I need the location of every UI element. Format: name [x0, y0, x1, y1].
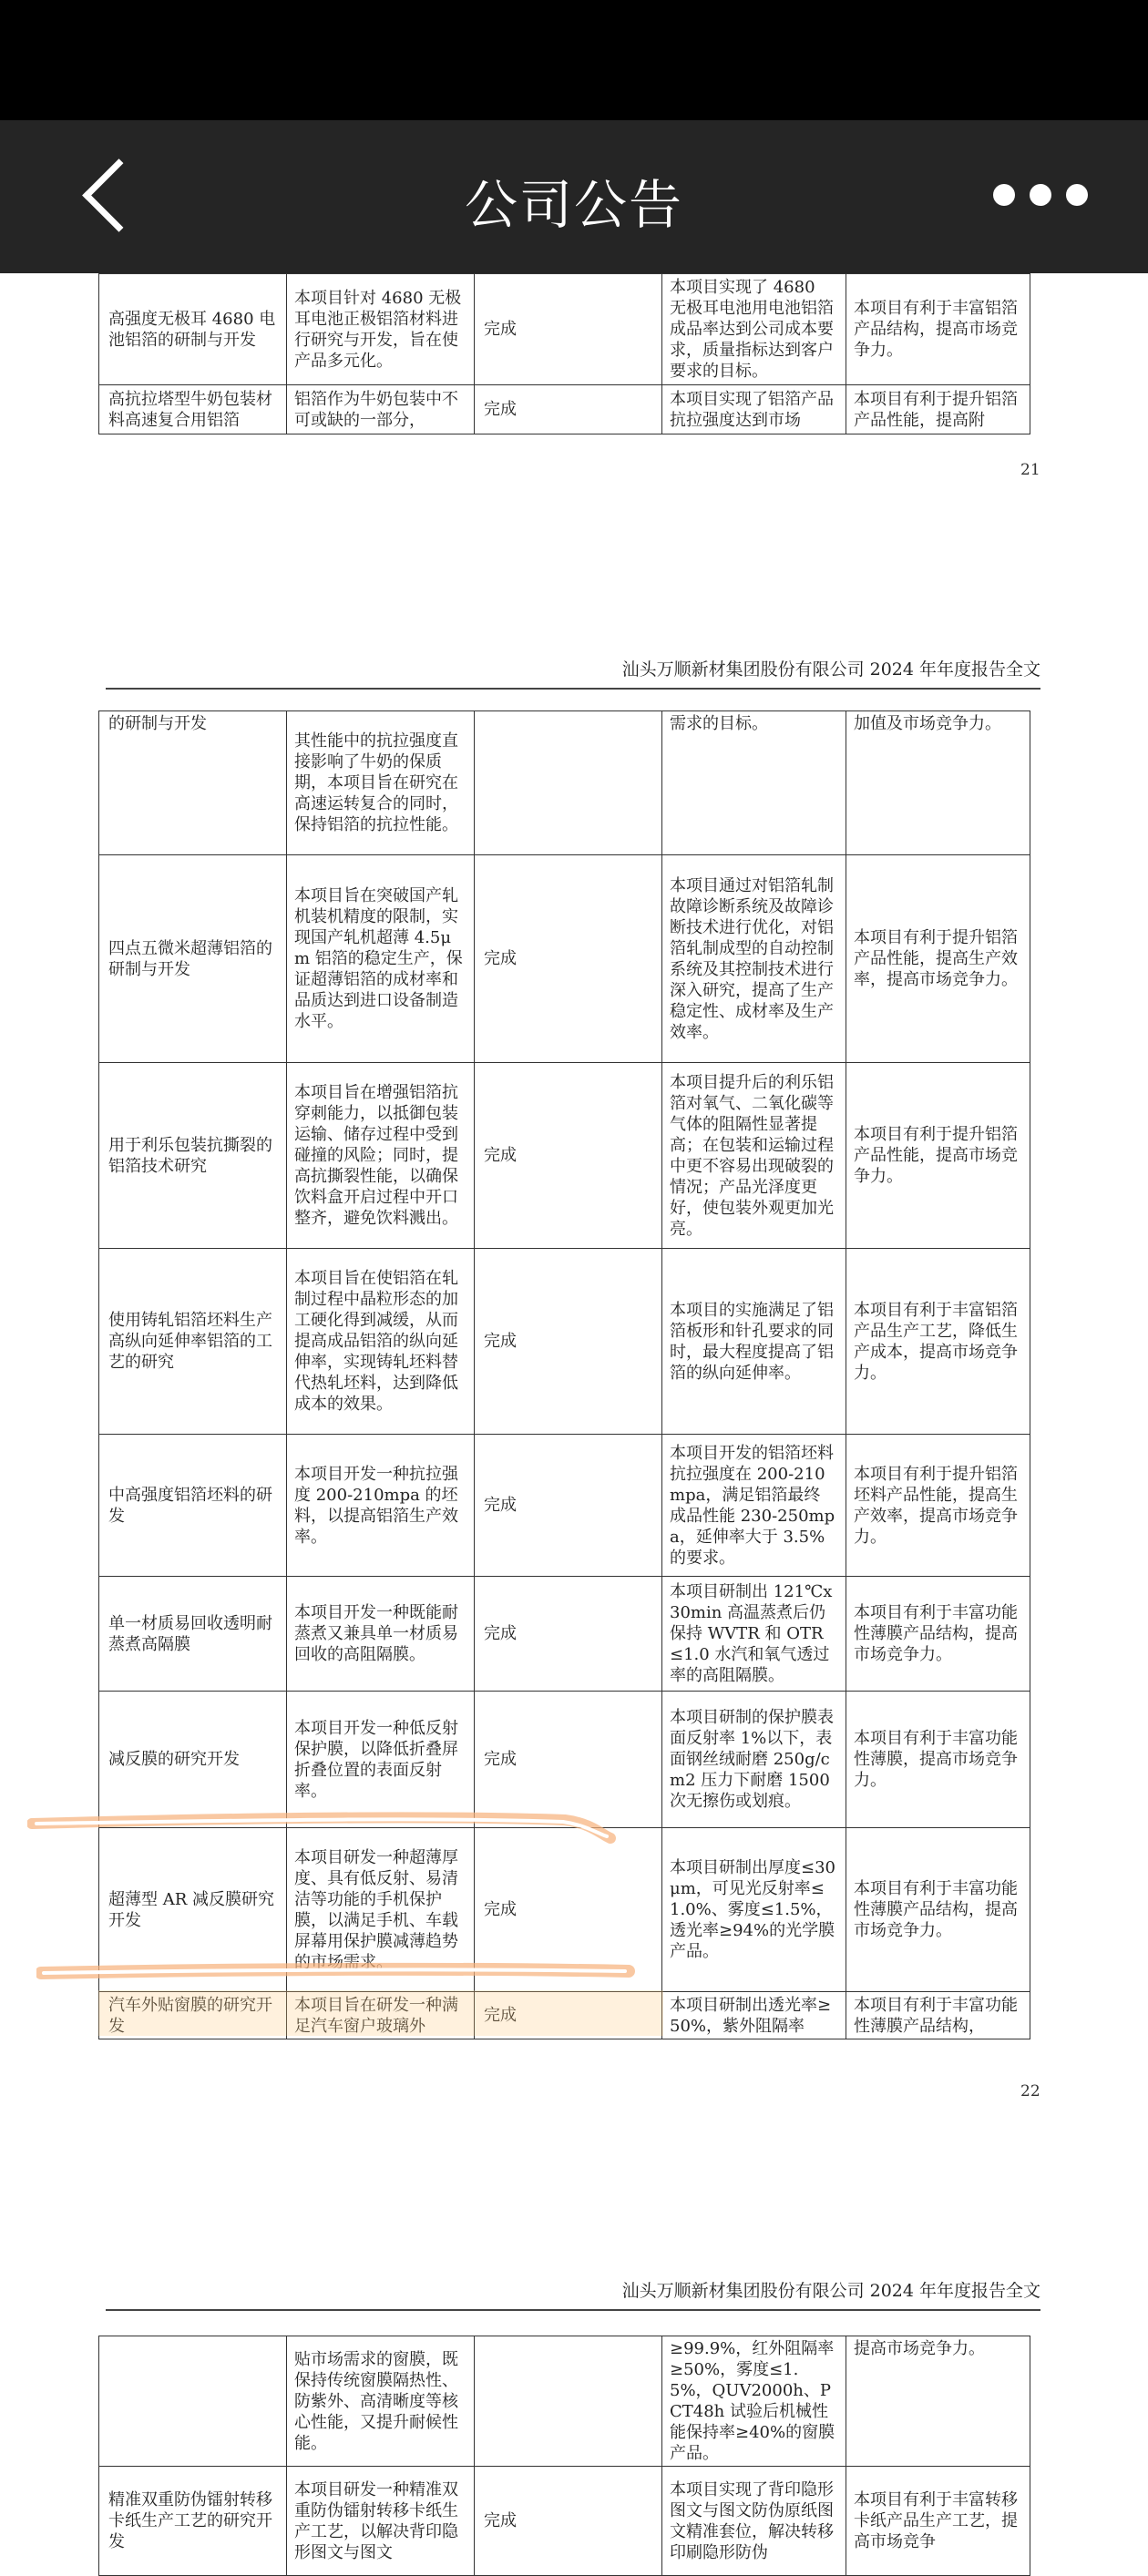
project-purpose: 本项目旨在增强铝箔抗穿刺能力，以抵御包装运输、储存过程中受到碰撞的风险；同时，提高抗撕裂性能，以确保饮料盒开启过程中开口整齐，避免饮料溅出。	[287, 1063, 475, 1249]
project-impact: 本项目有利于丰富铝箔产品生产工艺，降低生产成本，提高市场竞争力。	[846, 1249, 1030, 1435]
project-impact: 本项目有利于丰富转移卡纸产品生产工艺，提高市场竞争	[846, 2467, 1030, 2576]
table-row	[99, 1435, 1030, 1577]
project-goal: 本项目通过对铝箔轧制故障诊断系统及故障诊断技术进行优化，对铝箔轧制成型的自动控制系统及其控制技术进行深入研究，提高了生产稳定性、成材率及生产效率。	[662, 855, 846, 1063]
table-row	[99, 1692, 1030, 1828]
project-goal: 需求的目标。	[662, 711, 846, 855]
project-name: 减反膜的研究开发	[99, 1692, 287, 1828]
project-status: 完成	[475, 855, 662, 1063]
project-impact: 本项目有利于丰富功能性薄膜产品结构，提高市场竞争力。	[846, 1577, 1030, 1692]
project-goal: 本项目实现了背印隐形图文与图文防伪原纸图文精准套位，解决转移印刷隐形防伪	[662, 2467, 846, 2576]
project-impact: 本项目有利于丰富功能性薄膜，提高市场竞争力。	[846, 1692, 1030, 1828]
rd-table-page-22	[98, 710, 1030, 2039]
table-row	[99, 1063, 1030, 1249]
project-name: 使用铸轧铝箔坯料生产高纵向延伸率铝箔的工艺的研究	[99, 1249, 287, 1435]
project-goal: 本项目的实施满足了铝箔板形和针孔要求的同时，最大程度提高了铝箔的纵向延伸率。	[662, 1249, 846, 1435]
page-title: 公司公告	[464, 174, 683, 236]
project-impact: 加值及市场竞争力。	[846, 711, 1030, 855]
more-options-icon[interactable]	[993, 184, 1093, 208]
project-purpose: 本项目研发一种超薄厚度、具有低反射、易清洁等功能的手机保护膜，以满足手机、车载屏幕用保护膜减薄趋势的市场需求。	[287, 1828, 475, 1992]
project-goal: 本项目研制出 121℃x30min 高温蒸煮后仍保持 WVTR 和 OTR≤1.0 水汽和氧气透过率的高阻隔膜。	[662, 1577, 846, 1692]
project-status: 完成	[475, 1692, 662, 1828]
project-purpose: 本项目旨在使铝箔在轧制过程中晶粒形态的加工硬化得到减缓，从而提高成品铝箔的纵向延伸率，实现铸轧坯料替代热轧坯料，达到降低成本的效果。	[287, 1249, 475, 1435]
project-status	[475, 711, 662, 855]
project-impact: 本项目有利于提升铝箔产品性能，提高附	[846, 385, 1030, 434]
project-status: 完成	[475, 1249, 662, 1435]
project-name: 高强度无极耳 4680 电池铝箔的研制与开发	[99, 274, 287, 385]
project-status: 完成	[475, 1828, 662, 1992]
project-goal: 本项目开发的铝箔坯料抗拉强度在 200-210mpa，满足铝箔最终成品性能 230-250mpa，延伸率大于 3.5%的要求。	[662, 1435, 846, 1577]
table-row	[99, 274, 1030, 385]
project-goal: 本项目研制出透光率≥50%，紫外阻隔率	[662, 1992, 846, 2039]
project-goal: 本项目实现了铝箔产品抗拉强度达到市场	[662, 385, 846, 434]
project-purpose: 本项目旨在突破国产轧机装机精度的限制，实现国产轧机超薄 4.5μm 铝箔的稳定生产，保证超薄铝箔的成材率和品质达到进口设备制造水平。	[287, 855, 475, 1063]
project-status: 完成	[475, 1992, 662, 2039]
project-status: 完成	[475, 1063, 662, 1249]
project-goal: 本项目提升后的利乐铝箔对氧气、二氧化碳等气体的阻隔性显著提高；在包装和运输过程中更不容易出现破裂的情况；产品光泽度更好，使包装外观更加光亮。	[662, 1063, 846, 1249]
project-name	[99, 2336, 287, 2467]
project-goal: 本项目研制出厚度≤30μm，可见光反射率≤1.0%、雾度≤1.5%，透光率≥94%的光学膜产品。	[662, 1828, 846, 1992]
project-purpose: 贴市场需求的窗膜，既保持传统窗膜隔热性、防紫外、高清晰度等核心性能，又提升耐候性能。	[287, 2336, 475, 2467]
table-row	[99, 2467, 1030, 2576]
project-purpose: 铝箔作为牛奶包装中不可或缺的一部分，	[287, 385, 475, 434]
table-row	[99, 1828, 1030, 1992]
project-purpose: 其性能中的抗拉强度直接影响了牛奶的保质期，本项目旨在研究在高速运转复合的同时，保持铝箔的抗拉性能。	[287, 711, 475, 855]
project-purpose: 本项目旨在研发一种满足汽车窗户玻璃外	[287, 1992, 475, 2039]
project-status: 完成	[475, 274, 662, 385]
project-impact: 本项目有利于提升铝箔产品性能，提高市场竞争力。	[846, 1063, 1030, 1249]
project-goal: ≥99.9%，红外阻隔率≥50%，雾度≤1.5%，QUV2000h、PCT48h 试验后机械性能保持率≥40%的窗膜产品。	[662, 2336, 846, 2467]
page-number: 22	[1020, 2082, 1040, 2101]
table-row	[99, 385, 1030, 434]
table-row	[99, 711, 1030, 855]
project-status: 完成	[475, 1577, 662, 1692]
project-impact: 本项目有利于丰富功能性薄膜产品结构，	[846, 1992, 1030, 2039]
project-name: 单一材质易回收透明耐蒸煮高隔膜	[99, 1577, 287, 1692]
table-row	[99, 1249, 1030, 1435]
project-status	[475, 2336, 662, 2467]
page-number: 21	[1020, 461, 1040, 479]
project-impact: 本项目有利于丰富功能性薄膜产品结构，提高市场竞争力。	[846, 1828, 1030, 1992]
project-impact: 本项目有利于提升铝箔坯料产品性能，提高生产效率，提高市场竞争力。	[846, 1435, 1030, 1577]
project-impact: 本项目有利于提升铝箔产品性能，提高生产效率，提高市场竞争力。	[846, 855, 1030, 1063]
page-header: 汕头万顺新材集团股份有限公司 2024 年年度报告全文	[106, 2277, 1040, 2311]
project-name: 精准双重防伪镭射转移卡纸生产工艺的研究开发	[99, 2467, 287, 2576]
project-name: 超薄型 AR 减反膜研究开发	[99, 1828, 287, 1992]
project-name: 四点五微米超薄铝箔的研制与开发	[99, 855, 287, 1063]
project-purpose: 本项目开发一种抗拉强度 200-210mpa 的坯料，以提高铝箔生产效率。	[287, 1435, 475, 1577]
table-row	[99, 1577, 1030, 1692]
project-impact: 本项目有利于丰富铝箔产品结构，提高市场竞争力。	[846, 274, 1030, 385]
project-status: 完成	[475, 1435, 662, 1577]
project-impact: 提高市场竞争力。	[846, 2336, 1030, 2467]
project-status: 完成	[475, 385, 662, 434]
status-bar	[0, 0, 1148, 120]
project-goal: 本项目实现了 4680 无极耳电池用电池铝箔成品率达到公司成本要求，质量指标达到客户要求的目标。	[662, 274, 846, 385]
project-name: 中高强度铝箔坯料的研发	[99, 1435, 287, 1577]
table-row	[99, 2336, 1030, 2467]
project-name: 汽车外贴窗膜的研究开发	[99, 1992, 287, 2039]
project-goal: 本项目研制的保护膜表面反射率 1%以下，表面钢丝绒耐磨 250g/cm2 压力下耐磨 1500 次无擦伤或划痕。	[662, 1692, 846, 1828]
project-purpose: 本项目针对 4680 无极耳电池正极铝箔材料进行研究与开发，旨在使产品多元化。	[287, 274, 475, 385]
table-row	[99, 855, 1030, 1063]
page-header: 汕头万顺新材集团股份有限公司 2024 年年度报告全文	[106, 656, 1040, 690]
table-row	[99, 1992, 1030, 2039]
project-purpose: 本项目开发一种既能耐蒸煮又兼具单一材质易回收的高阻隔膜。	[287, 1577, 475, 1692]
project-status: 完成	[475, 2467, 662, 2576]
project-purpose: 本项目开发一种低反射保护膜，以降低折叠屏折叠位置的表面反射率。	[287, 1692, 475, 1828]
rd-table-page-21	[98, 273, 1030, 434]
project-purpose: 本项目研发一种精准双重防伪镭射转移卡纸生产工艺，以解决背印隐形图文与图文	[287, 2467, 475, 2576]
project-name: 的研制与开发	[99, 711, 287, 855]
rd-table-page-23	[98, 2336, 1030, 2576]
project-name: 高抗拉塔型牛奶包装材料高速复合用铝箔	[99, 385, 287, 434]
project-name: 用于利乐包装抗撕裂的铝箔技术研究	[99, 1063, 287, 1249]
